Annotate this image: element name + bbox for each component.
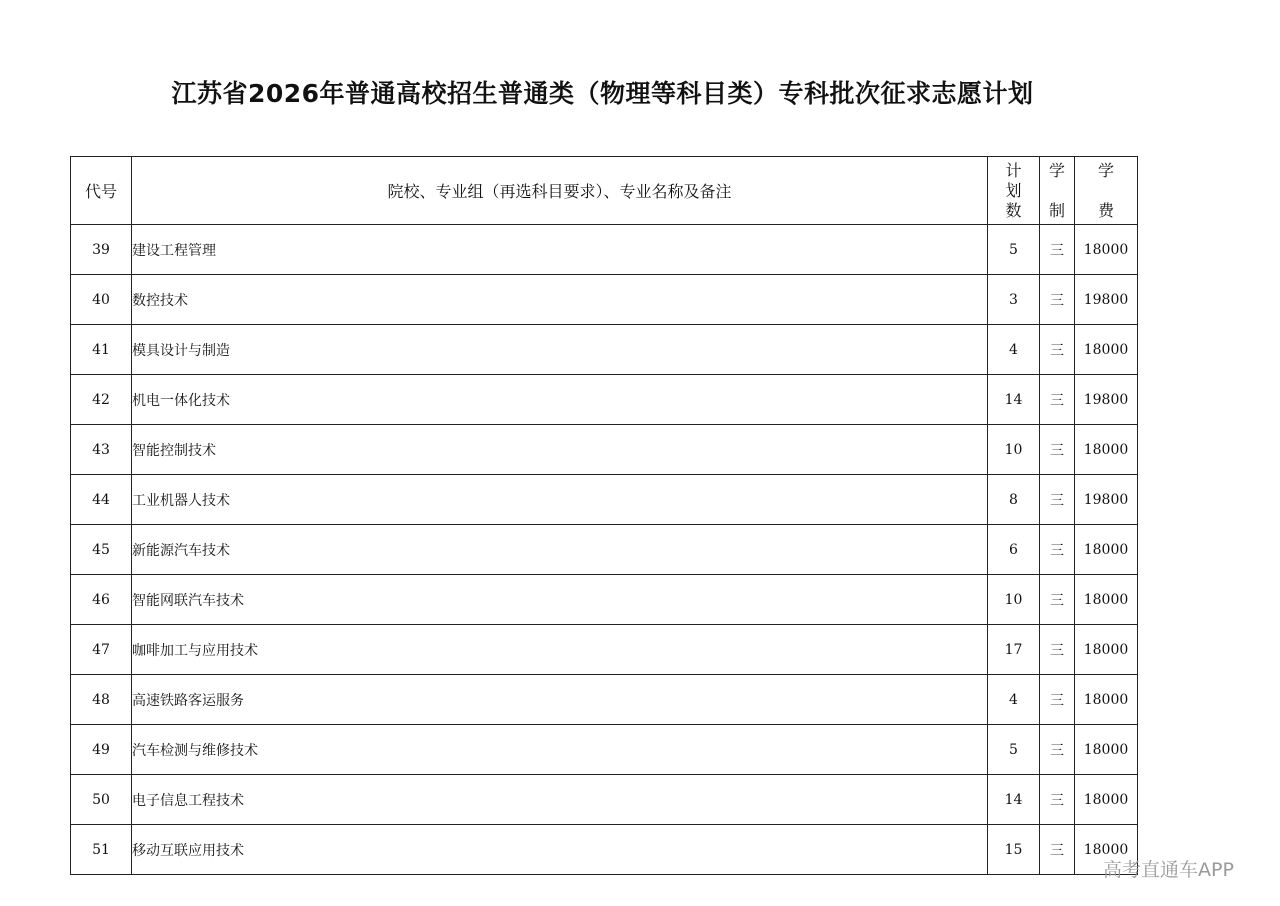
cell-code: 39 <box>71 225 132 275</box>
cell-fee: 19800 <box>1075 275 1138 325</box>
cell-plan-count: 6 <box>988 525 1040 575</box>
cell-plan-count: 5 <box>988 225 1040 275</box>
cell-plan-count: 4 <box>988 675 1040 725</box>
cell-major-name: 建设工程管理 <box>132 225 988 275</box>
cell-duration: 三 <box>1040 325 1075 375</box>
cell-fee: 18000 <box>1075 325 1138 375</box>
cell-code: 40 <box>71 275 132 325</box>
cell-duration: 三 <box>1040 375 1075 425</box>
table-row <box>71 825 1138 875</box>
cell-plan-count: 4 <box>988 325 1040 375</box>
header-code: 代号 <box>71 157 132 225</box>
cell-duration: 三 <box>1040 825 1075 875</box>
header-plan-count-char-2: 划 <box>1005 180 1022 200</box>
cell-plan-count: 14 <box>988 775 1040 825</box>
cell-major-name: 数控技术 <box>132 275 988 325</box>
cell-plan-count: 10 <box>988 575 1040 625</box>
header-fee-char-2: 费 <box>1097 200 1114 220</box>
cell-major-name: 机电一体化技术 <box>132 375 988 425</box>
header-name: 院校、专业组（再选科目要求）、专业名称及备注 <box>132 157 988 225</box>
table-row <box>71 575 1138 625</box>
header-duration-char-2: 制 <box>1048 200 1065 220</box>
enrollment-plan-table <box>70 156 1138 875</box>
header-plan-count-char-3: 数 <box>1005 200 1022 220</box>
table-row <box>71 625 1138 675</box>
cell-major-name: 高速铁路客运服务 <box>132 675 988 725</box>
cell-major-name: 汽车检测与维修技术 <box>132 725 988 775</box>
cell-duration: 三 <box>1040 275 1075 325</box>
cell-duration: 三 <box>1040 625 1075 675</box>
table-row <box>71 425 1138 475</box>
cell-plan-count: 5 <box>988 725 1040 775</box>
cell-major-name: 咖啡加工与应用技术 <box>132 625 988 675</box>
cell-plan-count: 14 <box>988 375 1040 425</box>
cell-code: 45 <box>71 525 132 575</box>
header-plan-count-char-1: 计 <box>1005 160 1022 180</box>
cell-duration: 三 <box>1040 575 1075 625</box>
cell-fee: 18000 <box>1075 525 1138 575</box>
cell-fee: 18000 <box>1075 425 1138 475</box>
table-row <box>71 325 1138 375</box>
cell-plan-count: 17 <box>988 625 1040 675</box>
cell-duration: 三 <box>1040 475 1075 525</box>
table-row <box>71 375 1138 425</box>
cell-duration: 三 <box>1040 225 1075 275</box>
cell-code: 42 <box>71 375 132 425</box>
header-fee <box>1075 157 1138 225</box>
table-row <box>71 225 1138 275</box>
cell-fee: 18000 <box>1075 625 1138 675</box>
cell-code: 50 <box>71 775 132 825</box>
table-row <box>71 275 1138 325</box>
cell-fee: 18000 <box>1075 775 1138 825</box>
table-row <box>71 525 1138 575</box>
cell-fee: 19800 <box>1075 375 1138 425</box>
table-row <box>71 725 1138 775</box>
cell-duration: 三 <box>1040 525 1075 575</box>
cell-code: 46 <box>71 575 132 625</box>
cell-major-name: 新能源汽车技术 <box>132 525 988 575</box>
cell-code: 49 <box>71 725 132 775</box>
cell-major-name: 模具设计与制造 <box>132 325 988 375</box>
header-plan-count <box>988 157 1040 225</box>
table-row <box>71 675 1138 725</box>
cell-major-name: 移动互联应用技术 <box>132 825 988 875</box>
table-row <box>71 775 1138 825</box>
cell-duration: 三 <box>1040 725 1075 775</box>
cell-fee: 18000 <box>1075 225 1138 275</box>
cell-fee: 18000 <box>1075 725 1138 775</box>
page-title: 江苏省2026年普通高校招生普通类（物理等科目类）专科批次征求志愿计划 <box>171 79 1034 108</box>
cell-code: 43 <box>71 425 132 475</box>
cell-plan-count: 10 <box>988 425 1040 475</box>
app-watermark: 高考直通车APP <box>1103 859 1234 881</box>
cell-fee: 19800 <box>1075 475 1138 525</box>
cell-plan-count: 8 <box>988 475 1040 525</box>
header-duration-char-1: 学 <box>1048 160 1065 180</box>
cell-major-name: 电子信息工程技术 <box>132 775 988 825</box>
cell-major-name: 工业机器人技术 <box>132 475 988 525</box>
cell-major-name: 智能控制技术 <box>132 425 988 475</box>
cell-duration: 三 <box>1040 425 1075 475</box>
cell-code: 41 <box>71 325 132 375</box>
cell-fee: 18000 <box>1075 575 1138 625</box>
cell-major-name: 智能网联汽车技术 <box>132 575 988 625</box>
cell-code: 51 <box>71 825 132 875</box>
header-fee-char-1: 学 <box>1097 160 1114 180</box>
table-header-row <box>71 157 1138 225</box>
cell-code: 48 <box>71 675 132 725</box>
cell-duration: 三 <box>1040 675 1075 725</box>
cell-plan-count: 3 <box>988 275 1040 325</box>
cell-duration: 三 <box>1040 775 1075 825</box>
cell-fee: 18000 <box>1075 825 1138 875</box>
cell-fee: 18000 <box>1075 675 1138 725</box>
cell-code: 47 <box>71 625 132 675</box>
cell-code: 44 <box>71 475 132 525</box>
header-duration <box>1040 157 1075 225</box>
cell-plan-count: 15 <box>988 825 1040 875</box>
table-row <box>71 475 1138 525</box>
